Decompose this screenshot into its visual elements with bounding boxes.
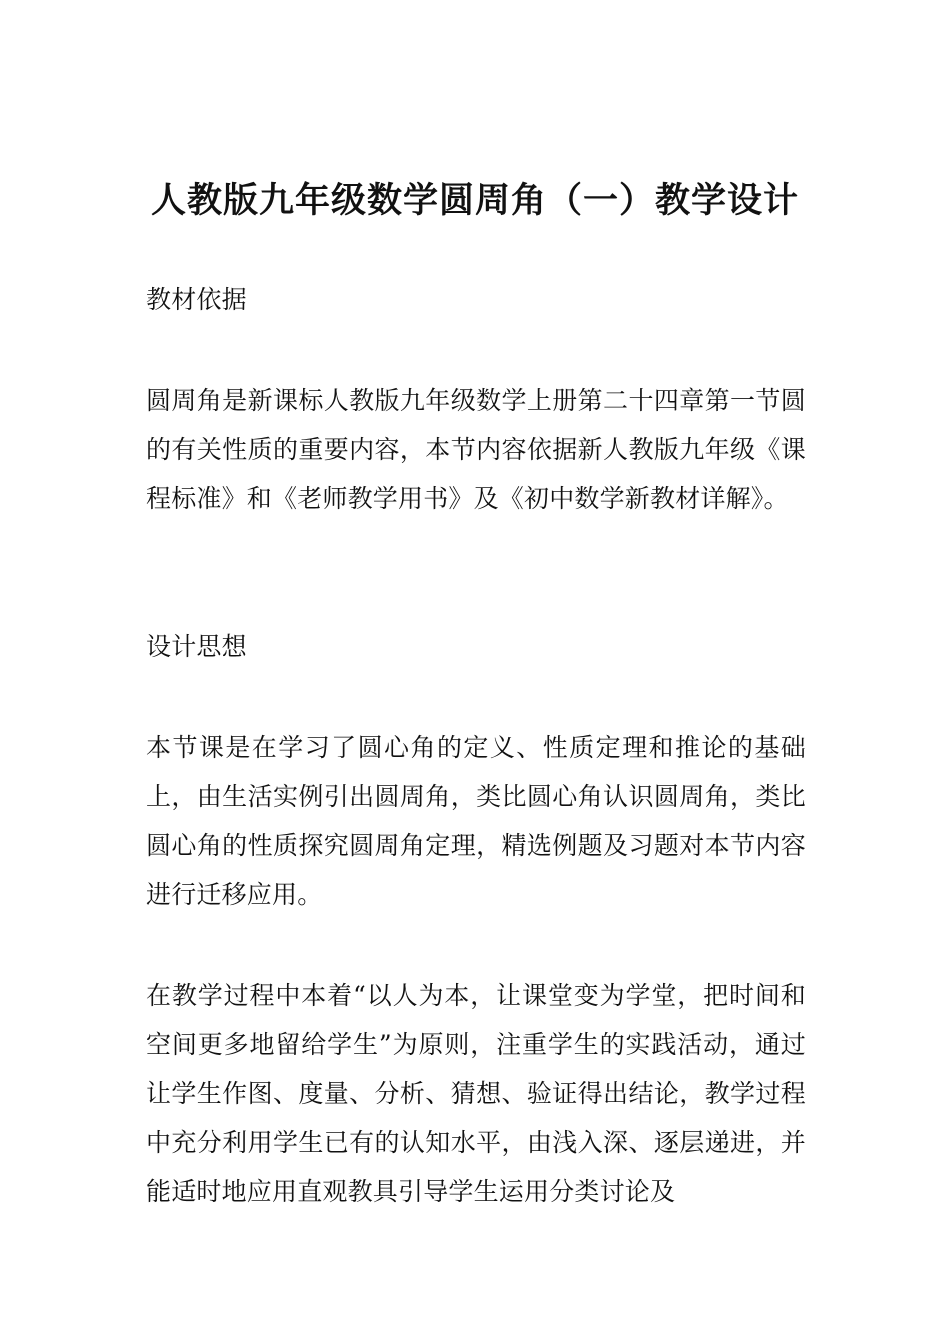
paragraph-textbook-basis: 圆周角是新课标人教版九年级数学上册第二十四章第一节圆的有关性质的重要内容，本节内容依据新人教版九年级《课程标准》和《老师教学用书》及《初中数学新教材详解》。: [146, 386, 806, 513]
paragraph-teaching-process: 在教学过程中本着“以人为本，让课堂变为学堂，把时间和空间更多地留给学生”为原则，注重学生的实践活动，通过让学生作图、度量、分析、猜想、验证得出结论，教学过程中充分利用学生已有的认知水平，由浅入深、逐层递进，并能适时地应用直观教具引导学生运用分类讨论及: [146, 981, 806, 1206]
section-heading-design-idea: 设计思想: [146, 632, 247, 661]
section-heading-textbook-basis: 教材依据: [146, 285, 247, 314]
paragraph-design-idea: 本节课是在学习了圆心角的定义、性质定理和推论的基础上，由生活实例引出圆周角，类比圆心角认识圆周角，类比圆心角的性质探究圆周角定理，精选例题及习题对本节内容进行迁移应用。: [146, 733, 806, 909]
document-title: 人教版九年级数学圆周角（一）教学设计: [150, 181, 799, 221]
